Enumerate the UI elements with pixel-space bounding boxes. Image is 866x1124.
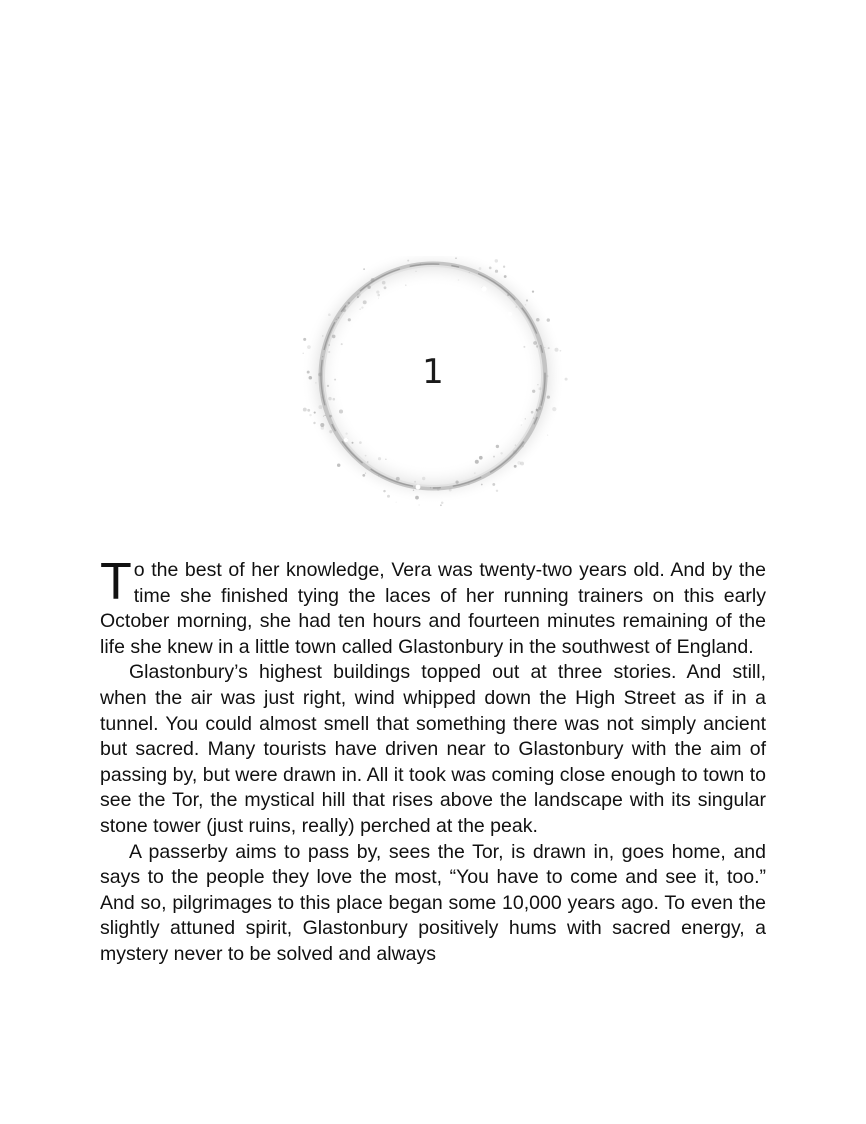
sparkle-dot (413, 490, 414, 491)
paragraph-1 (100, 553, 766, 660)
sparkle-dot (359, 309, 360, 310)
sparkle-dot (544, 347, 545, 348)
sparkle-dot (515, 306, 517, 308)
sparkle-dot (474, 473, 475, 474)
sparkle-dot (515, 444, 516, 445)
sparkle-dot (495, 270, 498, 273)
sparkle-dot (322, 335, 323, 336)
sparkle-dot (309, 414, 311, 416)
sparkle-dot (479, 267, 482, 270)
sparkle-dot (538, 407, 541, 410)
sparkle-dot (536, 345, 538, 347)
sparkle-dot (347, 306, 348, 307)
sparkle-dot (437, 488, 440, 491)
sparkle-dot (367, 286, 370, 289)
sparkle-dot (348, 302, 350, 304)
sparkle-dot (430, 487, 431, 488)
sparkle-dot (533, 341, 537, 345)
sparkle-dot (525, 418, 526, 419)
drop-cap: T (100, 553, 132, 611)
sparkle-dot (339, 409, 343, 413)
sparkle-dot (531, 411, 534, 414)
sparkle-dot (338, 317, 340, 319)
sparkle-dot (455, 257, 457, 259)
sparkle-dot (345, 432, 347, 434)
sparkle-dot (475, 460, 479, 464)
sparkle-dot (333, 398, 336, 401)
sparkle-dot (378, 457, 381, 460)
sparkle-dot (337, 463, 340, 466)
sparkle-dot (313, 422, 315, 424)
sparkle-dot (458, 279, 460, 281)
sparkle-dot (547, 318, 550, 321)
sparkle-dot (378, 298, 379, 299)
sparkle-dot (384, 286, 387, 289)
sparkle-dot (456, 481, 459, 484)
sparkle-dot (367, 461, 368, 462)
sparkle-dot (441, 501, 444, 504)
sparkle-dot (382, 281, 386, 285)
sparkle-dot (479, 456, 483, 460)
sparkle-dot (328, 344, 330, 346)
sparkle-dot (321, 396, 323, 398)
sparkle-dot (415, 271, 416, 272)
sparkle-dot (547, 434, 548, 435)
sparkle-dot (547, 395, 550, 398)
sparkle-dot (362, 474, 365, 477)
paragraph-2: Glastonbury’s highest buildings topped out at three stories. And still, when the air was just right, wind whipped down the High Street as if in a tunnel. You could almost smell that something there was not simply ancient but sacred. Many tourists have driven near to Glastonbury with the aim of passing by, but were drawn in. All it took was coming close enough to town to see the Tor, the mystical hill that rises above the landscape with its singular stone tower (just ruins, really) perched at the peak. (100, 661, 766, 837)
sparkle-dot (363, 300, 367, 304)
sparkle-dot (420, 263, 422, 265)
sparkle-dot (492, 483, 495, 486)
sparkle-dot (525, 304, 526, 305)
paragraph-3: A passerby aims to pass by, sees the Tor, is drawn in, goes home, and says to the people they love the most, “You have to come and see it, too.” And so, pilgrimages to this place began some 10,000 years ago. To even the slightly attuned spirit, Glastonbury positively hums with sacred energy, a mystery never to be solved and always (100, 840, 766, 965)
sparkle-dot (503, 266, 505, 268)
sparkle-dot (468, 483, 470, 485)
sparkle-dot (385, 459, 386, 460)
sparkle-dot (357, 293, 361, 297)
sparkle-dot (383, 490, 385, 492)
sparkle-dot (493, 456, 495, 458)
sparkle-dot (348, 318, 351, 321)
sparkle-dot (377, 294, 380, 297)
sparkle-dot (352, 442, 354, 444)
sparkle-dot (342, 309, 345, 312)
sparkle-dot (552, 407, 556, 411)
sparkle-dot (324, 415, 325, 416)
sparkle-dot (536, 318, 540, 322)
sparkle-dot (496, 445, 499, 448)
sparkle-dot (328, 313, 331, 316)
sparkle-dot (514, 465, 517, 468)
sparkle-dot (323, 416, 324, 417)
sparkle-dot (328, 397, 332, 401)
paragraph-1-text: o the best of her knowledge, Vera was twenty-two years old. And by the time she finished tying the laces of her running trainers on this early October morning, she had ten hours and fourteen minutes remaining of the life she knew in a little town called Glastonbury in the southwest of England. (100, 559, 766, 658)
sparkle-dot (341, 343, 343, 345)
sparkle-dot (407, 260, 409, 262)
sparkle-dot (363, 268, 365, 270)
sparkle-dot (371, 278, 375, 282)
sparkle-dot (422, 477, 425, 480)
sparkle-dot (504, 275, 507, 278)
sparkle-dot (405, 284, 406, 285)
sparkle-dot (415, 496, 419, 500)
sparkle-dot (387, 495, 390, 498)
sparkle-dot (365, 455, 367, 457)
sparkle-dot (329, 430, 332, 433)
chapter-body (100, 553, 766, 968)
sparkle-dot (365, 473, 366, 474)
sparkle-dot (376, 291, 379, 294)
sparkle-dot (303, 338, 306, 341)
sparkle-dot (548, 347, 550, 349)
sparkle-dot (318, 405, 322, 409)
sparkle-dot (522, 445, 524, 447)
chapter-ornament (288, 256, 578, 516)
sparkle-dot (521, 441, 524, 444)
sparkle-dot (314, 412, 316, 414)
sparkle-dot (536, 409, 538, 411)
sparkle-dot (303, 408, 307, 412)
sparkle-dot (526, 299, 528, 301)
sparkle-dot (495, 259, 498, 262)
sparkle-dot (532, 290, 534, 292)
sparkle-dot (419, 504, 420, 505)
sparkle-dot (523, 346, 525, 348)
sparkle-dot (329, 415, 332, 418)
sparkle-dot (469, 272, 470, 273)
sparkle-dot (396, 477, 400, 481)
sparkle-dot (307, 345, 311, 349)
sparkle-dot (500, 452, 502, 454)
sparkle-dot (378, 475, 379, 476)
sparkle-dot (517, 461, 521, 465)
sparkle-dot (513, 450, 517, 454)
sparkle-dot (336, 319, 337, 320)
sparkle-dot (489, 267, 492, 270)
sparkle-dot (496, 490, 498, 492)
sparkle-dot (533, 417, 535, 419)
sparkle-dot (332, 335, 336, 339)
sparkle-dot (396, 502, 397, 503)
sparkle-dot (361, 306, 363, 308)
sparkle-dot (307, 409, 310, 412)
chapter-number: 1 (422, 352, 444, 392)
sparkle-dot (507, 294, 509, 296)
sparkle-dot (359, 441, 362, 444)
sparkle-dot (321, 426, 324, 429)
sparkle-dot (414, 481, 416, 483)
sparkle-dot (481, 484, 483, 486)
sparkle-dot (440, 504, 442, 506)
sparkle-dot (449, 488, 452, 491)
